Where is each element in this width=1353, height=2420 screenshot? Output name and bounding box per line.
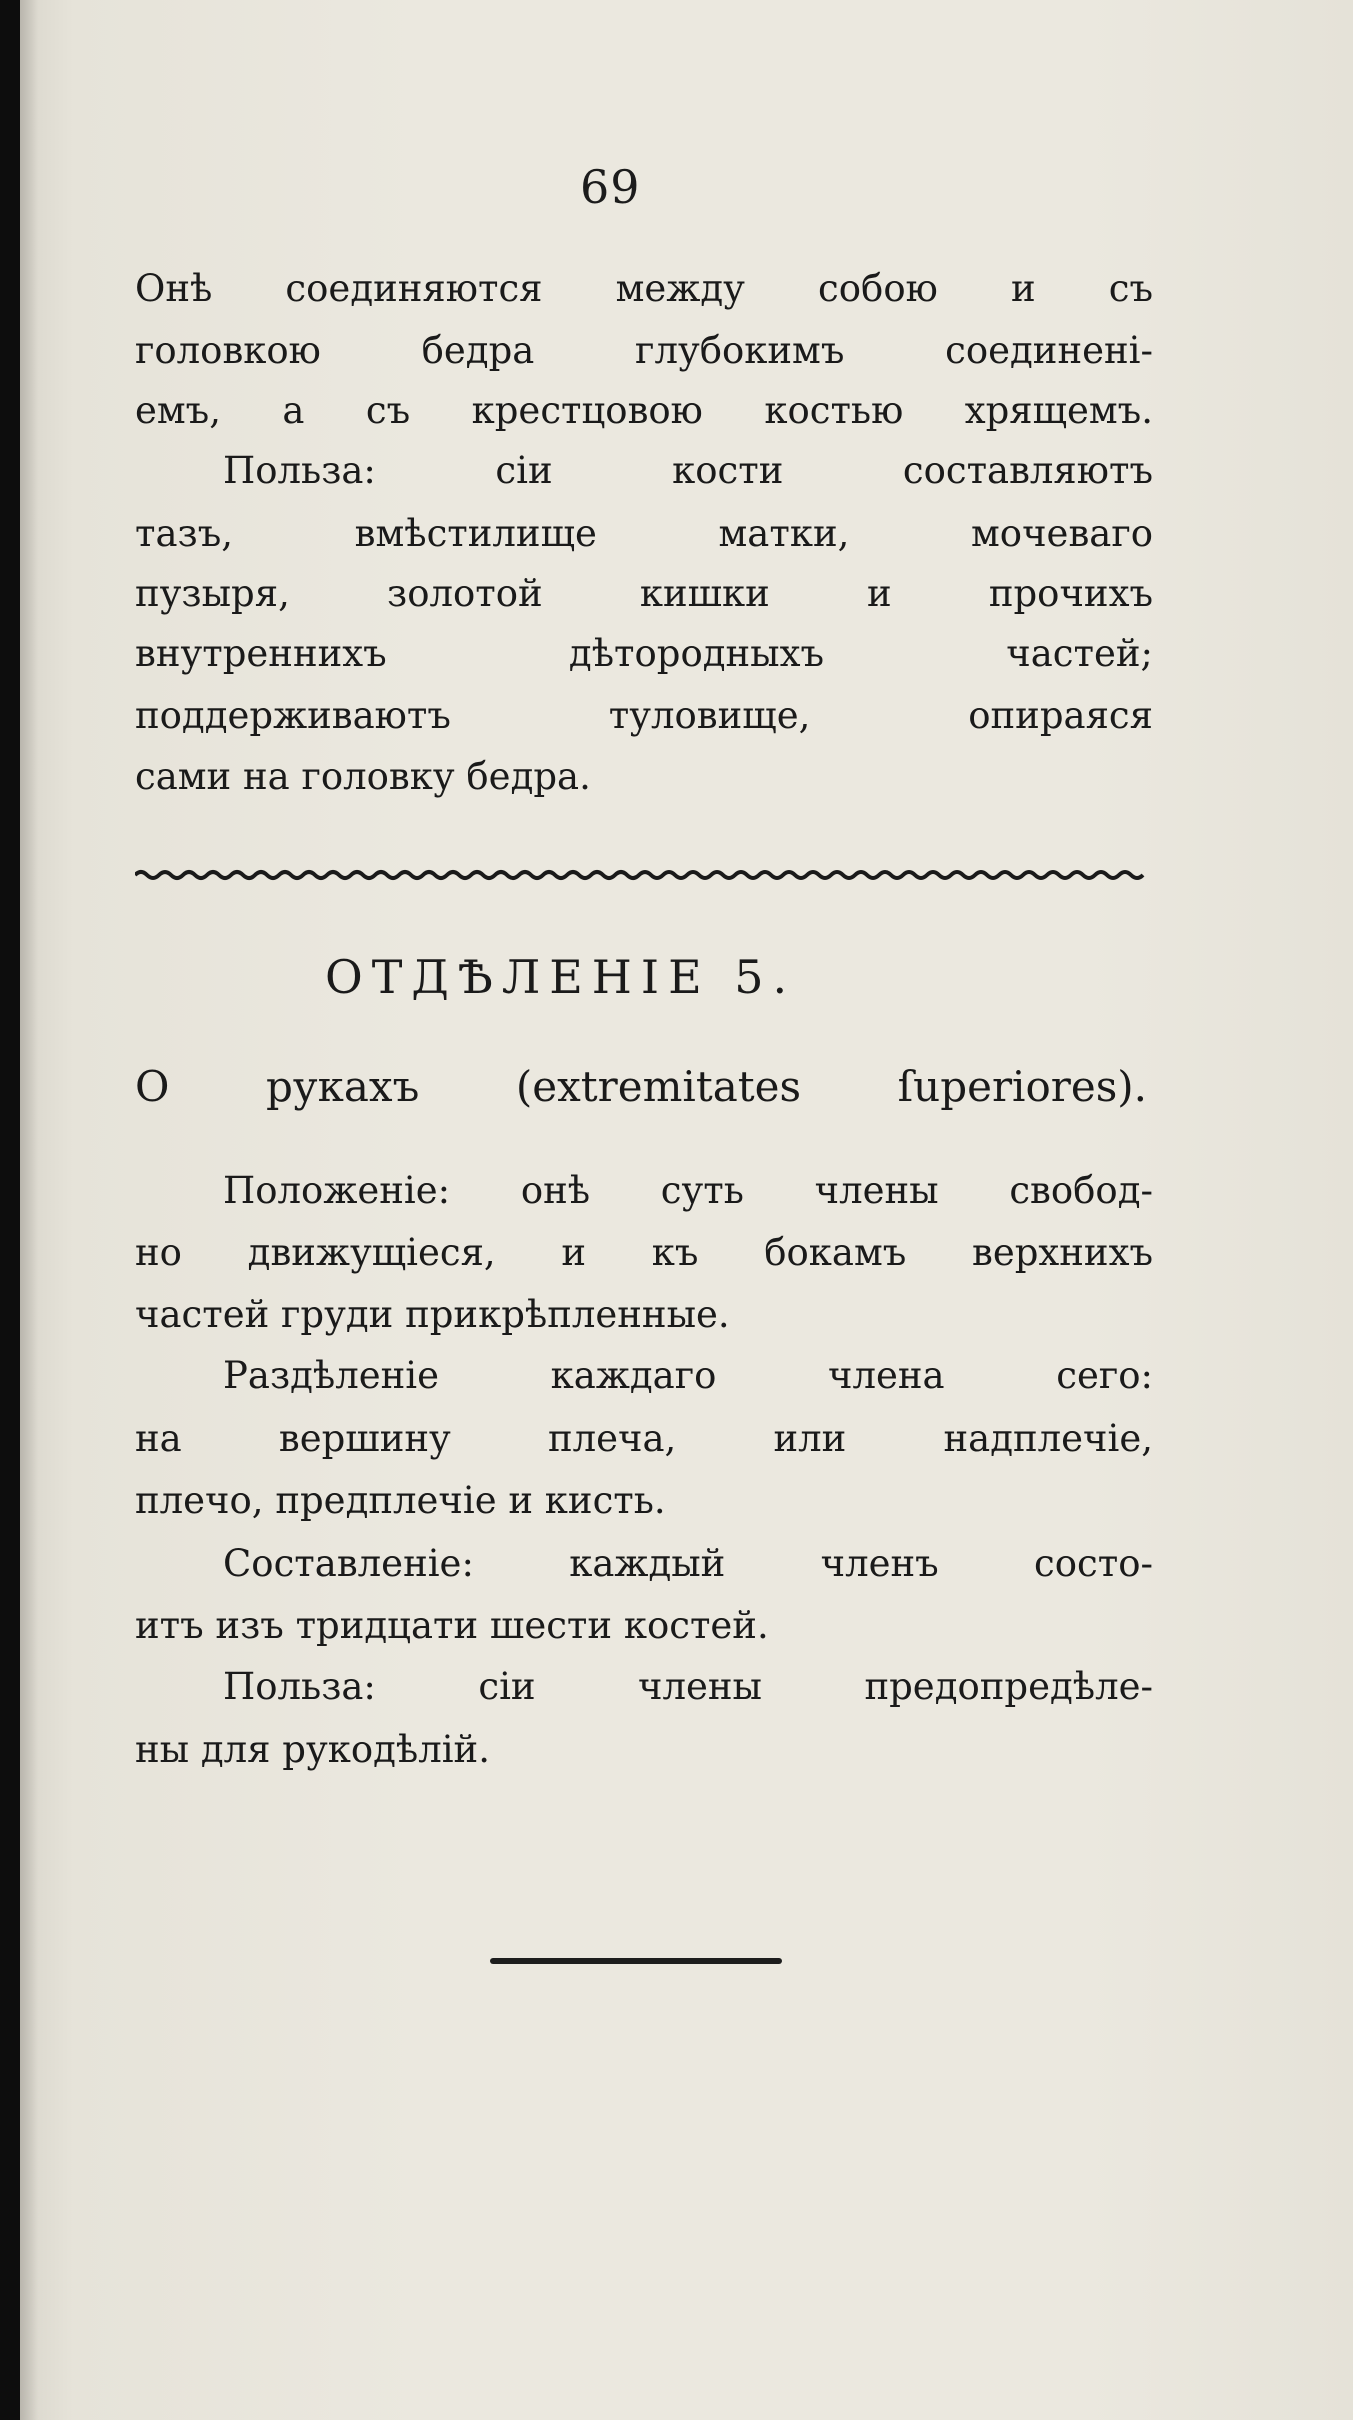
ornamental-divider <box>135 869 1147 881</box>
text-line: Составленіе: каждый членъ состо- <box>223 1542 1153 1585</box>
section-subtitle: О рукахъ (extremitates ſuperiores). <box>135 1062 1147 1111</box>
section-heading: ОТДѢЛЕНІЕ 5. <box>325 950 797 1004</box>
text-line: ны для рукодѣлій. <box>135 1728 490 1771</box>
text-line: Польза: сіи кости составляютъ <box>223 449 1153 492</box>
text-line: Онѣ соединяются между собою и съ <box>135 267 1153 310</box>
text-line: плечо, предплечіе и кисть. <box>135 1479 666 1522</box>
text-line: итъ изъ тридцати шести костей. <box>135 1604 769 1647</box>
text-line: тазъ, вмѣстилище матки, мочеваго <box>135 512 1153 555</box>
text-line: но движущіеся, и къ бокамъ верхнихъ <box>135 1231 1153 1274</box>
end-rule <box>490 1958 782 1964</box>
book-page <box>20 0 1353 2420</box>
text-line: Положеніе: онѣ суть члены свобод- <box>223 1169 1153 1212</box>
page-number: 69 <box>580 160 641 214</box>
text-line: Раздѣленіе каждаго члена сего: <box>223 1354 1153 1397</box>
text-line: емъ, а съ крестцовою костью хрящемъ. <box>135 389 1153 432</box>
text-line: Польза: сіи члены предопредѣле- <box>223 1665 1153 1708</box>
text-line: внутреннихъ дѣтородныхъ частей; <box>135 632 1153 675</box>
text-line: сами на головку бедра. <box>135 755 591 798</box>
text-line: поддерживаютъ туловище, опираяся <box>135 694 1153 737</box>
text-line: пузыря, золотой кишки и прочихъ <box>135 572 1153 615</box>
page-gutter-shadow <box>20 0 38 2420</box>
text-line: на вершину плеча, или надплечіе, <box>135 1417 1153 1460</box>
text-line: головкою бедра глубокимъ соединені- <box>135 329 1153 372</box>
text-line: частей груди прикрѣпленные. <box>135 1293 730 1336</box>
